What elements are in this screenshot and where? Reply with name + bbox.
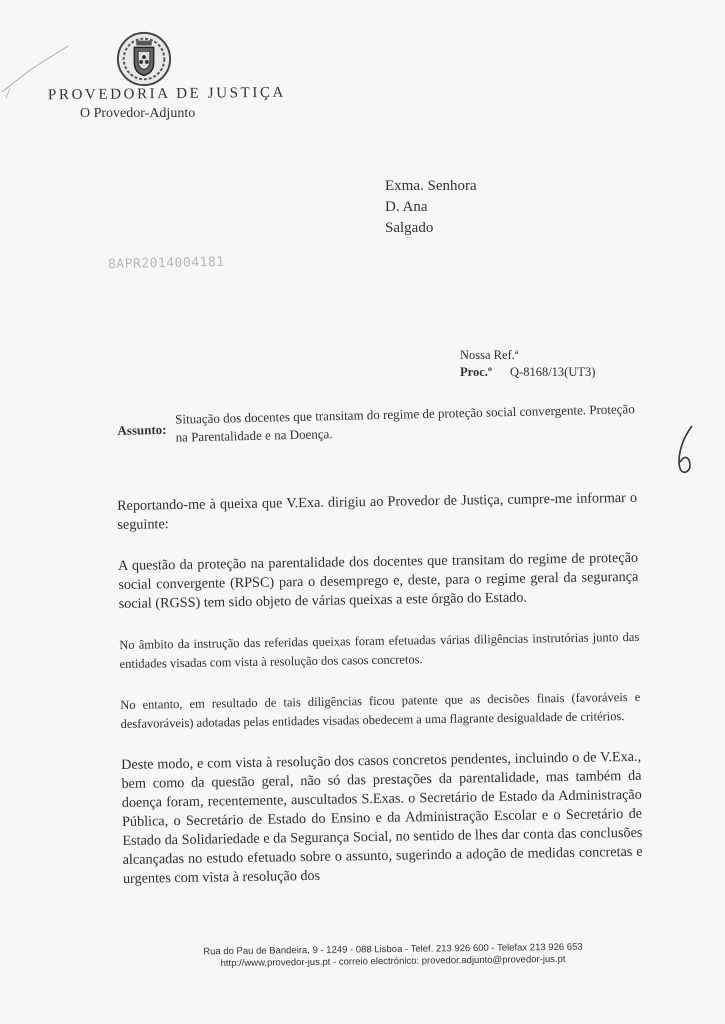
process-number: Q-8168/13(UT3) xyxy=(510,365,596,379)
portuguese-coat-of-arms-icon xyxy=(115,30,173,88)
letter-footer xyxy=(188,941,598,970)
footer-contacts: http://www.provedor-jus.pt - correio electrónico: provedor.adjunto@provedor-jus.pt xyxy=(220,953,566,970)
reference-block xyxy=(460,347,595,381)
entry-stamp: 8APR2014004181 xyxy=(107,254,225,273)
footer-address: Rua do Pau de Bandeira, 9 - 1249 - 088 Lisboa - Telef. 213 926 600 - Telefax 213 926 653 xyxy=(203,941,583,958)
subject-block xyxy=(117,400,637,445)
body-paragraph: Deste modo, e com vista à resolução dos casos concretos pendentes, incluindo o de V.Exa., bem como da questão geral, não só das prestações da parentalidade, mas também da doença foram, recentemente, auscultados S.Exas. o Secretário de Estado da Administração Pública, o Secretário de Estado do Ensino e da Administração Escolar e o Secretário de Estado da Solidariedade e da Segurança Social, no sentido de lhes dar conta das conclusões alcançadas no estudo efetuado sobre o assunto, sugerindo a adoção de medidas concretas e urgentes com vista à resolução dos xyxy=(121,748,643,887)
margin-note-text: 6 xyxy=(675,476,676,477)
body-paragraph: A questão da proteção na parentalidade dos docentes que transitam do regime de proteção social convergente (RPSC) para o desemprego e, deste, para o regime geral da segurança social (RGSS) tem sido objeto de várias queixas a este órgão do Estado. xyxy=(117,549,639,612)
subject-label: Assunto: xyxy=(117,421,167,438)
process-label: Proc.º xyxy=(460,365,493,379)
subject-text: Situação dos docentes que transitam do regime de proteção social convergente. Proteção na Parentalidade e na Doença. xyxy=(175,401,635,445)
body-paragraph: No âmbito da instrução das referidas queixas foram efetuadas várias diligências instrutórias junto das entidades visadas com vista à resolução dos casos concretos. xyxy=(119,629,640,671)
organization-name: PROVEDORIA DE JUSTIÇA xyxy=(47,84,287,104)
letter-body xyxy=(117,489,643,911)
recipient-name-line: D. Ana xyxy=(385,199,428,215)
office-title: O Provedor-Adjunto xyxy=(80,106,196,121)
body-paragraph: No entanto, em resultado de tais diligências ficou patente que as decisões finais (favoráveis e desfavoráveis) adotadas pelas entidades visadas obedecem a uma flagrante desigualdade de critérios. xyxy=(120,689,641,731)
recipient-surname: Salgado xyxy=(385,220,434,236)
our-reference-label: Nossa Ref.ª xyxy=(460,348,519,362)
body-paragraph: Reportando-me à queixa que V.Exa. dirigiu ao Provedor de Justiça, cumpre-me informar o seguinte: xyxy=(117,489,638,533)
recipient-address xyxy=(385,176,477,239)
handwritten-margin-number xyxy=(672,422,698,478)
recipient-salutation: Exma. Senhora xyxy=(385,178,477,194)
